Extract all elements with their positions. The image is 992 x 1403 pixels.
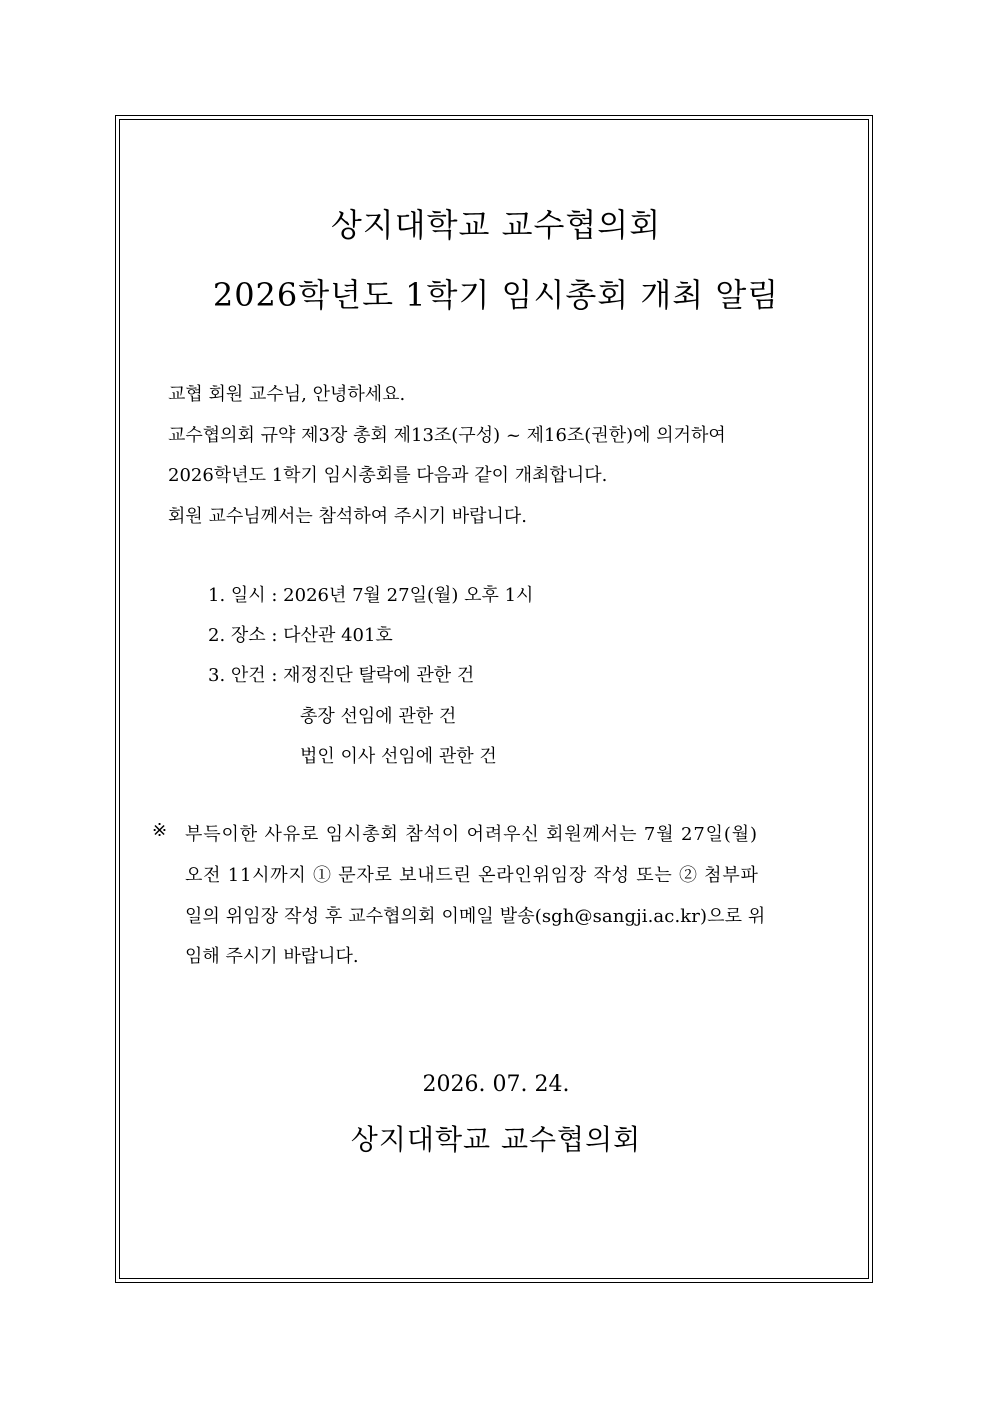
issuer-name: 상지대학교 교수협의회 [350,1123,642,1156]
agenda-item-director: 법인 이사 선임에 관한 건 [300,746,497,767]
item-datetime: 1. 일시 : 2026년 7월 27일(월) 오후 1시 [208,585,534,606]
body-line-regulation: 교수협의회 규약 제3장 총회 제13조(구성) ~ 제16조(권한)에 의거하여 [168,425,726,446]
agenda-item-president: 총장 선임에 관한 건 [300,706,457,727]
body-line-request: 회원 교수님께서는 참석하여 주시기 바랍니다. [168,506,527,527]
note-line-3: 일의 위임장 작성 후 교수협의회 이메일 발송(sgh@sangji.ac.kr)으로 위 [185,906,766,927]
item-location: 2. 장소 : 다산관 401호 [208,625,393,646]
note-line-4: 임해 주시기 바랍니다. [185,946,359,967]
reference-mark: ※ [152,820,168,841]
body-line-announcement: 2026학년도 1학기 임시총회를 다음과 같이 개최합니다. [168,465,608,486]
document-title-notice: 2026학년도 1학기 임시총회 개최 알림 [212,276,780,314]
document-title-org: 상지대학교 교수협의회 [330,206,662,244]
greeting-line: 교협 회원 교수님, 안녕하세요. [168,384,406,405]
note-line-2: 오전 11시까지 ① 문자로 보내드린 온라인위임장 작성 또는 ② 첨부파 [185,865,759,886]
note-line-1: 부득이한 사유로 임시총회 참석이 어려우신 회원께서는 7월 27일(월) [185,824,758,845]
document-date: 2026. 07. 24. [422,1072,570,1097]
item-agenda: 3. 안건 : 재정진단 탈락에 관한 건 [208,665,475,686]
